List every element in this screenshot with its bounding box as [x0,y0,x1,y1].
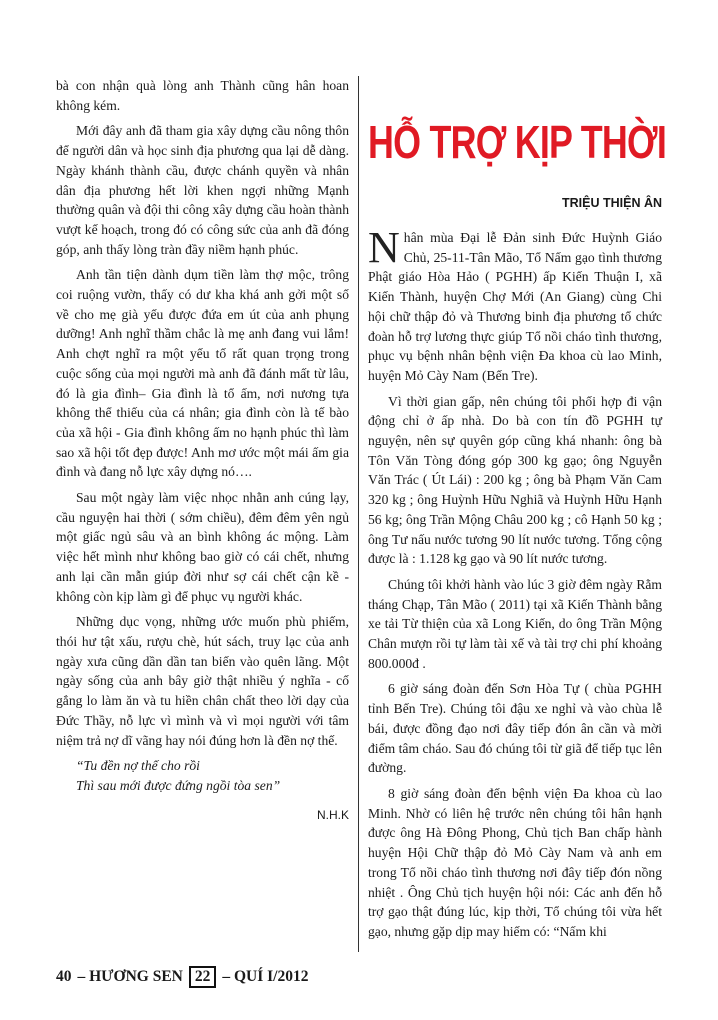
issue-number: 22 [189,966,217,988]
signature: N.H.K [316,807,349,822]
paragraph: Vì thời gian gấp, nên chúng tôi phối hợp đi vận động chỉ ở ấp nhà. Do bà con tín đồ PGHH tự nguyện, nên sự quyên góp cũng khá nhanh: ông bà Tôn Văn Tòng đóng góp 300 kg gạo; ông Nguyễn Văn Trác ( Út Lái) : 200 kg ; ông bà Phạm Văn Cam 320 kg ; ông Huỳnh Hữu Nghiã và Huỳnh Hữu Hạnh 56 kg; ông Trần Mộng Châu 200 kg ; cô Hạnh 50 kg ; ông Tư nấu nước tương 90 lít nước tương. Tổng cộng được là : 1.128 kg gạo và 90 lít nước tương. [368,393,662,567]
poem-line: “Tu đền nợ thế cho rồi [76,758,200,774]
magazine-name: – HƯƠNG SEN [77,968,183,985]
paragraph: 6 giờ sáng đoàn đến Sơn Hòa Tự ( chùa PGHH tỉnh Bến Tre). Chúng tôi đậu xe nghỉ và vào chùa lễ bái, được đồng đạo nơi đây tiếp đón ân cần và mời điểm tâm cháo. Sau đó chúng tôi từ giã để tiếp tục lên đường. [368,681,662,776]
paragraph: Những dục vọng, những ước muốn phù phiếm, thói hư tật xấu, rượu chè, hút sách, truy lạc của anh ngày xưa cũng dần dần tan biến vào quên lãng. Một ngày sống của anh bây giờ thật nhiều ý nghĩa - cố gắng lo làm ăn và tu hiền chân chất theo lời dạy của Đức Thầy, nỗ lực vì mình và vì mọi người với tâm niệm trả nợ dĩ vãng hay nói đúng hơn là đền nợ thế. [56,614,349,748]
paragraph: Anh tần tiện dành dụm tiền làm thợ mộc, trông coi ruộng vườn, thấy có dư kha khá anh gởi một số về cho mẹ già yếu được đứa em út của anh phụng dưỡng! Anh nghĩ thầm chắc là mẹ anh đang vui lắm! Anh chợt nghĩ ra một yếu tố rất quan trọng trong cuộc sống của mọi người mà anh đã đánh mất từ lâu, đó là gia đình– Gia đình là tổ ấm, nơi nương tựa không thể thiếu của cá nhân; gia đình còn là tế bào của xã hội - Gia đình không ấm no hạnh phúc thì làm sao xã hội tốt đẹp được! Anh mơ ước một mái ấm gia đình và đang nỗ lực xây dựng nó…. [56,267,349,480]
paragraph-text: hân mùa Đại lễ Đản sinh Đức Huỳnh Giáo Chủ, 25-11-Tân Mão, Tổ Nấm gạo tình thương Phật giáo Hòa Hảo ( PGHH) ấp Kiến Thuận I, xã Kiến Thành, huyện Chợ Mới (An Giang) cùng Chi hội chữ thập đỏ và Thương binh địa phương tổ chức đoàn hỗ trợ lương thực giúp Tổ nồi cháo tình thương, phục vụ bệnh nhân bệnh viện Đa khoa cù lao Minh, huyện Mỏ Cày Nam (Bến Tre). [368,230,662,383]
paragraph: Sau một ngày làm việc nhọc nhằn anh cúng lạy, cầu nguyện hai thời ( sớm chiều), đêm đêm yên ngủ một giấc ngủ sâu và an bình không ác mộng. Làm việc hết mình như không bao giờ có cái chết, nhưng anh lại cần mẫn giúp đời như sợ cái chết cận kề - không còn kịp làm gì để phục vụ người khác. [56,490,349,604]
paragraph: 8 giờ sáng đoàn đến bệnh viện Đa khoa cù lao Minh. Nhờ có liên hệ trước nên chúng tôi hân hạnh được ông Hà Đông Phong, Chủ tịch Ban chấp hành huyện Hội Chữ thập đỏ Mỏ Cày Nam và anh em trong Tổ nồi cháo tình thương nơi đây tiếp đón nồng nhiệt . Ông Chủ tịch huyện hội nói: Các anh đến hỗ trợ gạo thật đúng lúc, kịp thời, Tổ chúng tôi vừa hết gạo, nhưng gặp dịp may hiếm có: “Nấm khi [368,785,662,939]
left-column [56,76,349,825]
poem [56,756,349,795]
right-column [368,223,662,948]
page-footer [56,966,308,988]
article-author: TRIỆU THIỆN ÂN [562,196,662,210]
article-title: HỖ TRỢ KỊP THỜI [368,116,667,168]
page-number: 40 [56,968,72,985]
paragraph [368,223,662,386]
paragraph: Chúng tôi khởi hành vào lúc 3 giờ đêm ngày Rằm tháng Chạp, Tân Mão ( 2011) tại xã Kiến Thành bằng xe tải Từ thiện của xã Long Kiến, do ông Trần Mộng Chân mượn rồi tự làm tài xế và tài trợ chi phí khoảng 800.000đ . [368,576,662,671]
issue-period: – QUÍ I/2012 [222,968,309,985]
drop-cap: N [368,223,400,272]
poem-line: Thì sau mới được đứng ngồi tòa sen” [76,777,281,793]
paragraph: bà con nhận quà lòng anh Thành cũng hân hoan không kém. [56,78,349,113]
column-divider [358,76,359,952]
paragraph: Mới đây anh đã tham gia xây dựng cầu nông thôn để người dân và học sinh địa phương qua lại dễ dàng. Ngày khánh thành cầu, được chánh quyền và nhân dân địa phương hết lời khen ngợi những Mạnh thường quân và đội thi công xây dựng cầu hoàn thành vượt kế hoạch, trong đó có công sức của anh đã đóng góp, anh thấy lòng tràn đầy niềm hạnh phúc. [56,123,349,257]
